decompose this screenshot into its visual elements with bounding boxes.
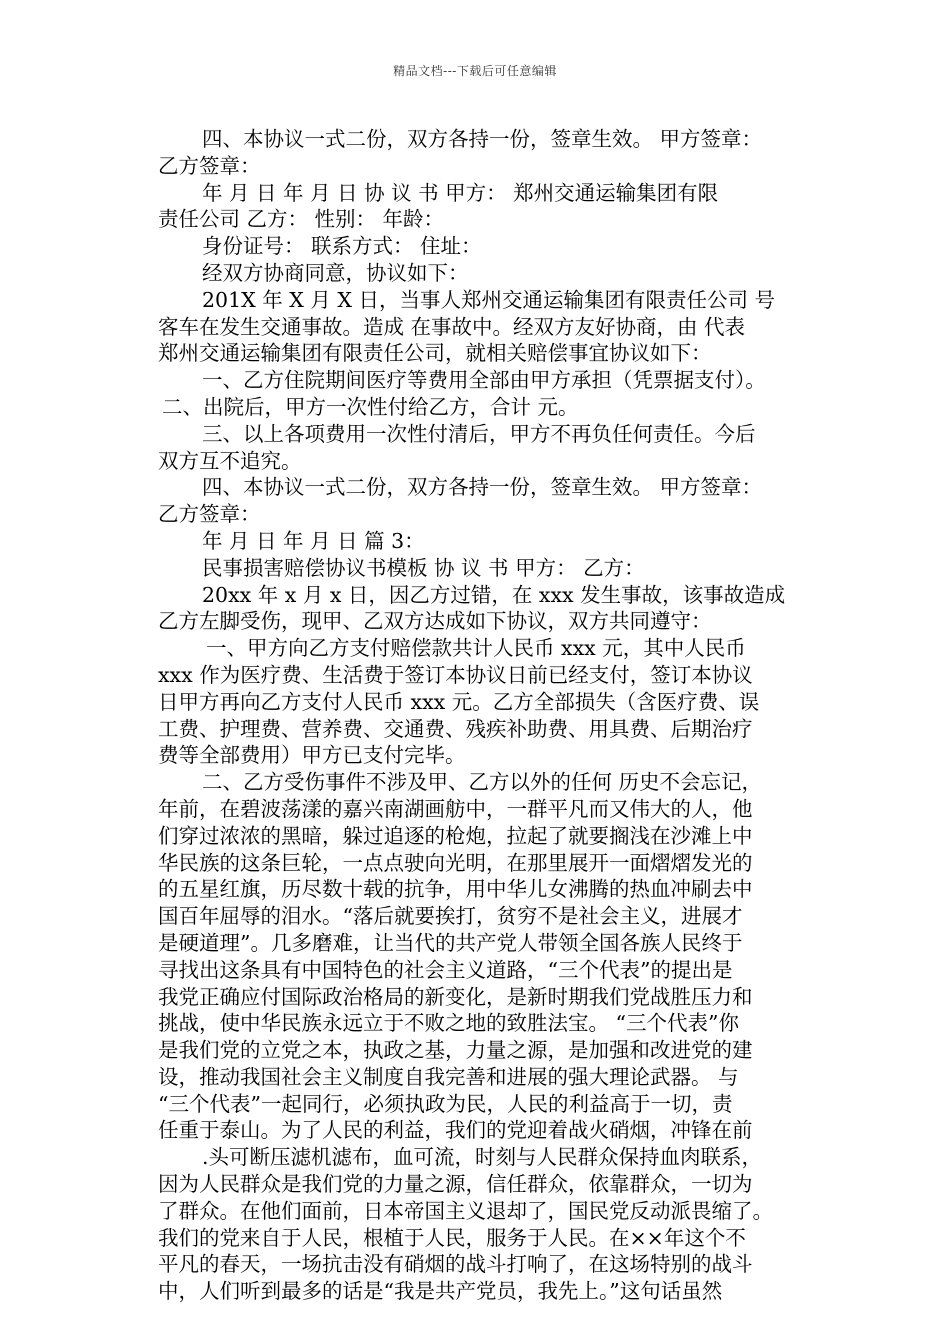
text-line: 经双方协商同意，协议如下： <box>202 260 469 285</box>
text-line: 我们的党来自于人民，根植于人民，服务于人民。在××年这个不 <box>158 1225 746 1250</box>
text-line: 费等全部费用）甲方已支付完毕。 <box>158 743 466 768</box>
text-line: 双方互不追究。 <box>158 448 302 473</box>
text-line: .头可断压滤机滤布，血可流，时刻与人民群众保持血肉联系， <box>202 1145 763 1170</box>
text-line: 年 月 日 年 月 日 篇 3： <box>202 528 425 553</box>
text-line: 寻找出这条具有中国特色的社会主义道路，“三个代表”的提出是 <box>158 957 733 982</box>
text-line: 设，推动我国社会主义制度自我完善和进展的强大理论武器。 与 <box>158 1064 739 1089</box>
text-line: xxx 作为医疗费、生活费于签订本协议日前已经支付，签订本协议 <box>158 662 753 687</box>
text-line: 一、甲方向乙方支付赔偿款共计人民币 xxx 元，其中人民币 <box>206 636 746 661</box>
text-line: 乙方签章： <box>158 502 261 527</box>
text-line: 三、以上各项费用一次性付清后，甲方不再负任何责任。今后 <box>202 421 756 446</box>
text-line: 因为人民群众是我们党的力量之源，信任群众，依靠群众，一切为 <box>158 1172 753 1197</box>
text-line: 是我们党的立党之本，执政之基，力量之源，是加强和改进党的建 <box>158 1038 753 1063</box>
text-line: 中，人们听到最多的话是“我是共产党员，我先上。”这句话虽然 <box>158 1279 723 1304</box>
text-line: 我党正确应付国际政治格局的新变化，是新时期我们党战胜压力和 <box>158 984 753 1009</box>
text-line: 国百年屈辱的泪水。“落后就要挨打，贫穷不是社会主义，进展才 <box>158 904 743 929</box>
text-line: 客车在发生交通事故。造成 在事故中。经双方友好协商，由 代表 <box>158 314 746 339</box>
text-line: 20xx 年 x 月 x 日，因乙方过错，在 xxx 发生事故，该事故造成 <box>202 582 786 607</box>
text-line: 乙方左脚受伤，现甲、乙双方达成如下协议，双方共同遵守： <box>158 609 712 634</box>
text-line: “三个代表”一起同行，必须执政为民，人民的利益高于一切，责 <box>158 1091 733 1116</box>
text-line: 年 月 日 年 月 日 协 议 书 甲方： 郑州交通运输集团有限 <box>202 180 719 205</box>
text-line: 郑州交通运输集团有限责任公司，就相关赔偿事宜协议如下： <box>158 341 712 366</box>
text-line: 二、出院后，甲方一次性付给乙方，合计 元。 <box>162 394 579 419</box>
document-body <box>158 126 823 1305</box>
text-line: 日甲方再向乙方支付人民币 xxx 元。乙方全部损失（含医疗费、误 <box>158 689 760 714</box>
text-line: 201X 年 X 月 X 日，当事人郑州交通运输集团有限责任公司 号 <box>202 287 776 312</box>
text-line: 平凡的春天，一场抗击没有硝烟的战斗打响了，在这场特别的战斗 <box>158 1252 753 1277</box>
text-line: 民事损害赔偿协议书模板 协 议 书 甲方： 乙方： <box>202 555 645 580</box>
text-line: 一、乙方住院期间医疗等费用全部由甲方承担（凭票据支付）。 <box>202 368 766 393</box>
text-line: 责任公司 乙方： 性别： 年龄： <box>158 207 445 232</box>
text-line: 身份证号： 联系方式： 住址： <box>202 234 482 259</box>
text-line: 是硬道理”。几多磨难，让当代的共产党人带领全国各族人民终于 <box>158 930 743 955</box>
text-line: 华民族的这条巨轮，一点点驶向光明，在那里展开一面熠熠发光的 <box>158 850 753 875</box>
text-line: 四、本协议一式二份，双方各持一份，签章生效。 甲方签章： <box>202 127 763 151</box>
text-line: 的五星红旗，历尽数十载的抗争，用中华儿女沸腾的热血冲刷去中 <box>158 877 753 902</box>
text-line: 乙方签章： <box>158 153 261 178</box>
text-line: 二、乙方受伤事件不涉及甲、乙方以外的任何 历史不会忘记， <box>202 770 763 795</box>
text-line: 任重于泰山。为了人民的利益，我们的党迎着战火硝烟，冲锋在前 <box>158 1118 753 1143</box>
page-header: 精品文档---下载后可任意编辑 <box>393 64 557 78</box>
text-line: 四、本协议一式二份，双方各持一份，签章生效。 甲方签章： <box>202 475 763 500</box>
text-line: 年前，在碧波荡漾的嘉兴南湖画舫中，一群平凡而又伟大的人，他 <box>158 796 753 821</box>
text-line: 们穿过浓浓的黑暗，躲过追逐的枪炮，拉起了就要搁浅在沙滩上中 <box>158 823 753 848</box>
text-line: 了群众。在他们面前，日本帝国主义退却了，国民党反动派畏缩了。 <box>158 1198 773 1223</box>
text-line: 挑战，使中华民族永远立于不败之地的致胜法宝。 “三个代表”你 <box>158 1011 739 1036</box>
text-line: 工费、护理费、营养费、交通费、残疾补助费、用具费、后期治疗 <box>158 716 753 741</box>
